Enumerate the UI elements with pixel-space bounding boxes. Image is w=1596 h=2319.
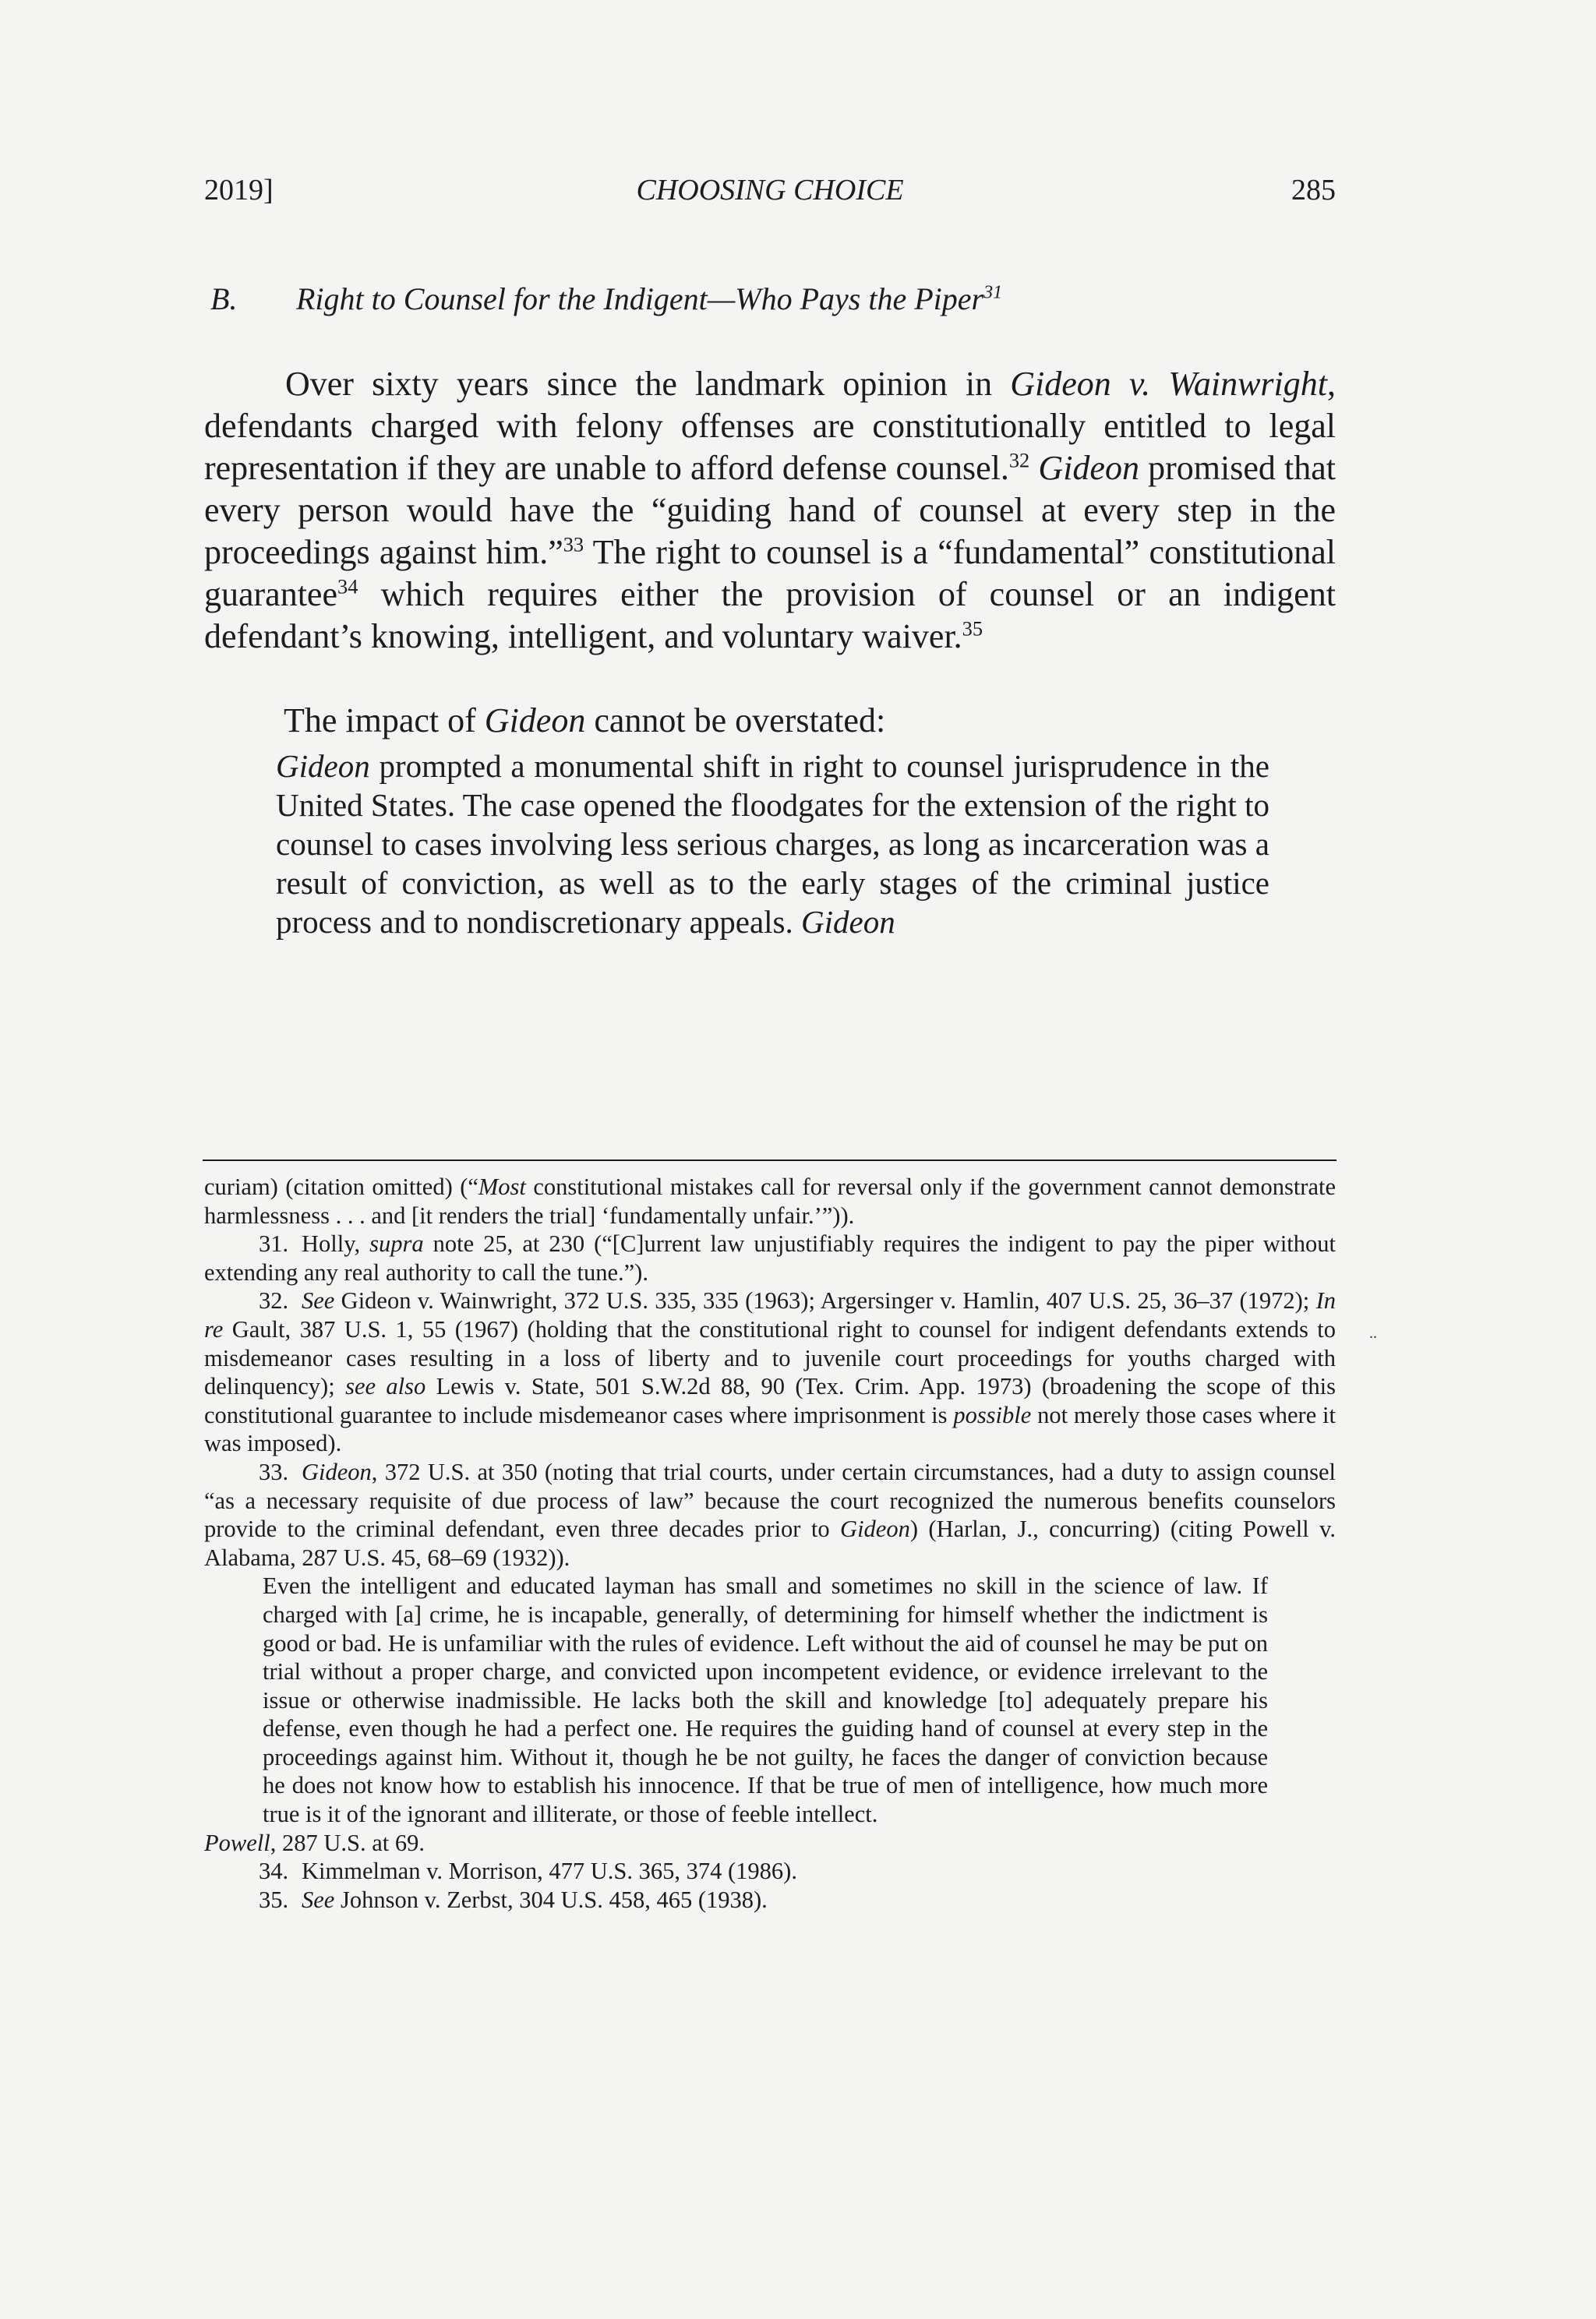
text-run: prompted a monumental shift in right to counsel jurisprudence in the United States. The case opened the floodgates for the extension of the right to counsel to cases involving less serious charges, as long as incarceration was a result of conviction, as well as to the early stages of the criminal justice process and to nondiscretionary appeals. xyxy=(276,748,1269,940)
text-run: Gideon v. Wainwright, 372 U.S. 335, 335 (1963); Argersinger v. Hamlin, 407 U.S. 25, 36–37 (1972); xyxy=(334,1287,1316,1315)
emphasis: Gideon xyxy=(840,1516,910,1543)
text-run: note 25, at 230 (“[C]urrent law unjustifiably requires the indigent to pay the piper without extending any real authority to call the tune.”). xyxy=(204,1230,1336,1286)
emphasis: see also xyxy=(345,1373,426,1400)
footnote-number: 33. xyxy=(259,1458,289,1485)
header-year: 2019] xyxy=(204,174,274,206)
text-run: Over sixty years since the landmark opinion in xyxy=(285,365,1011,403)
footnote-divider xyxy=(203,1160,1336,1161)
text-run: Gault, 387 U.S. 1, 55 (1967) (holding that the constitutional right to counsel for indigent defendants extends to misdemeanor cases resulting in a loss of liberty and to juvenile court proceedings for youths charged with delinquency); xyxy=(204,1315,1336,1400)
footnote-32 xyxy=(204,1287,1336,1458)
footnote-number: 34. xyxy=(259,1858,289,1885)
footnote-31 xyxy=(204,1230,1336,1287)
emphasis: See xyxy=(302,1886,335,1913)
text-run: The right to counsel is a “fundamental” constitutional guarantee xyxy=(204,533,1336,613)
footnote-33-source xyxy=(204,1829,1336,1858)
header-page-number: 285 xyxy=(1291,174,1336,206)
emphasis: Gideon xyxy=(302,1458,372,1485)
emphasis: Most xyxy=(478,1174,526,1200)
section-title: Right to Counsel for the Indigent—Who Pays the Piper xyxy=(296,281,984,316)
case-name: Gideon v. Wainwright xyxy=(1010,365,1328,403)
footnote-ref[interactable]: 31 xyxy=(983,282,1003,303)
footnote-number: 32. xyxy=(259,1287,289,1315)
header-running-title: CHOOSING CHOICE xyxy=(636,174,904,206)
footnote-ref[interactable]: 33 xyxy=(563,532,584,556)
emphasis: possible xyxy=(953,1401,1032,1428)
text-run: which requires either the provision of counsel or an indigent defendant’s knowing, intelligent, and voluntary waiver. xyxy=(204,575,1336,655)
text-run: promised that every person would have the “guiding hand of counsel at every step in the proceedings against him.” xyxy=(204,449,1336,571)
text-run: , 372 U.S. at 350 (noting that trial courts, under certain circumstances, had a duty to assign counsel “as a necessary requisite of due process of law” because the court recognized the numerous benefits counselors provide to the criminal defendant, even three decades prior to xyxy=(204,1458,1336,1543)
footnote-33-quote: Even the intelligent and educated layman has small and sometimes no skill in the science of law. If charged with [a] crime, he is incapable, generally, of determining for himself whether the indictment is good or bad. He is unfamiliar with the rules of evidence. Left without the aid of counsel he may be put on trial without a proper charge, and convicted upon incompetent evidence, or evidence irrelevant to the issue or otherwise inadmissible. He lacks both the skill and knowledge [to] adequately prepare his defense, even though he had a perfect one. He requires the guiding hand of counsel at every step in the proceedings against him. Without it, though he be not guilty, he faces the danger of conviction because he does not know how to establish his innocence. If that be true of men of intelligence, how much more true is it of the ignorant and illiterate, or those of feeble intellect. xyxy=(263,1572,1268,1828)
text-run: curiam) (citation omitted) (“ xyxy=(204,1174,478,1200)
emphasis: In re xyxy=(204,1287,1336,1343)
case-name: Gideon xyxy=(801,904,895,940)
emphasis: Powell xyxy=(204,1829,270,1856)
running-header xyxy=(204,173,1336,220)
footnote-number: 35. xyxy=(259,1886,289,1913)
text-run: Johnson v. Zerbst, 304 U.S. 458, 465 (1938). xyxy=(334,1886,768,1913)
text-run: constitutional mistakes call for reversal only if the government cannot demonstrate harmlessness . . . and [it renders the trial] ‘fundamentally unfair.’”)). xyxy=(204,1174,1336,1229)
text-run: cannot be overstated: xyxy=(585,701,886,739)
emphasis: See xyxy=(302,1287,335,1315)
case-name: Gideon xyxy=(484,701,586,739)
footnote-34 xyxy=(204,1857,1336,1886)
text-run: Lewis v. State, 501 S.W.2d 88, 90 (Tex. Crim. App. 1973) (broadening the scope of this constitutional guarantee to include misdemeanor cases where imprisonment is xyxy=(204,1373,1336,1428)
footnotes xyxy=(204,1173,1336,1914)
scan-artifact-mark: .. xyxy=(1369,1325,1377,1342)
text-run: The impact of xyxy=(284,701,485,739)
impact-line xyxy=(284,700,885,742)
footnote-ref[interactable]: 35 xyxy=(962,616,983,641)
footnote-35 xyxy=(204,1886,1336,1915)
footnote-number: 31. xyxy=(259,1230,289,1258)
text-run xyxy=(1029,449,1038,487)
footnote-continuation xyxy=(204,1173,1336,1230)
section-heading xyxy=(210,281,1002,317)
text-run: , defendants charged with felony offenses are constitutionally entitled to legal representation if they are unable to afford defense counsel. xyxy=(204,365,1336,487)
footnote-ref[interactable]: 34 xyxy=(337,574,358,598)
emphasis: supra xyxy=(369,1230,424,1258)
text-run: not merely those cases where it was imposed). xyxy=(204,1401,1336,1457)
footnote-ref[interactable]: 32 xyxy=(1008,448,1030,472)
section-letter: B. xyxy=(210,281,238,316)
block-quote xyxy=(276,747,1269,941)
text-run: , 287 U.S. at 69. xyxy=(270,1829,425,1856)
case-name: Gideon xyxy=(1038,449,1139,487)
footnote-33 xyxy=(204,1458,1336,1572)
text-run: Holly, xyxy=(302,1230,370,1258)
text-run: ) (Harlan, J., concurring) (citing Powell v. Alabama, 287 U.S. 45, 68–69 (1932)). xyxy=(204,1516,1336,1571)
text-run: Kimmelman v. Morrison, 477 U.S. 365, 374 (1986). xyxy=(302,1858,797,1885)
paragraph-gideon-intro xyxy=(204,363,1336,658)
case-name: Gideon xyxy=(276,748,370,784)
